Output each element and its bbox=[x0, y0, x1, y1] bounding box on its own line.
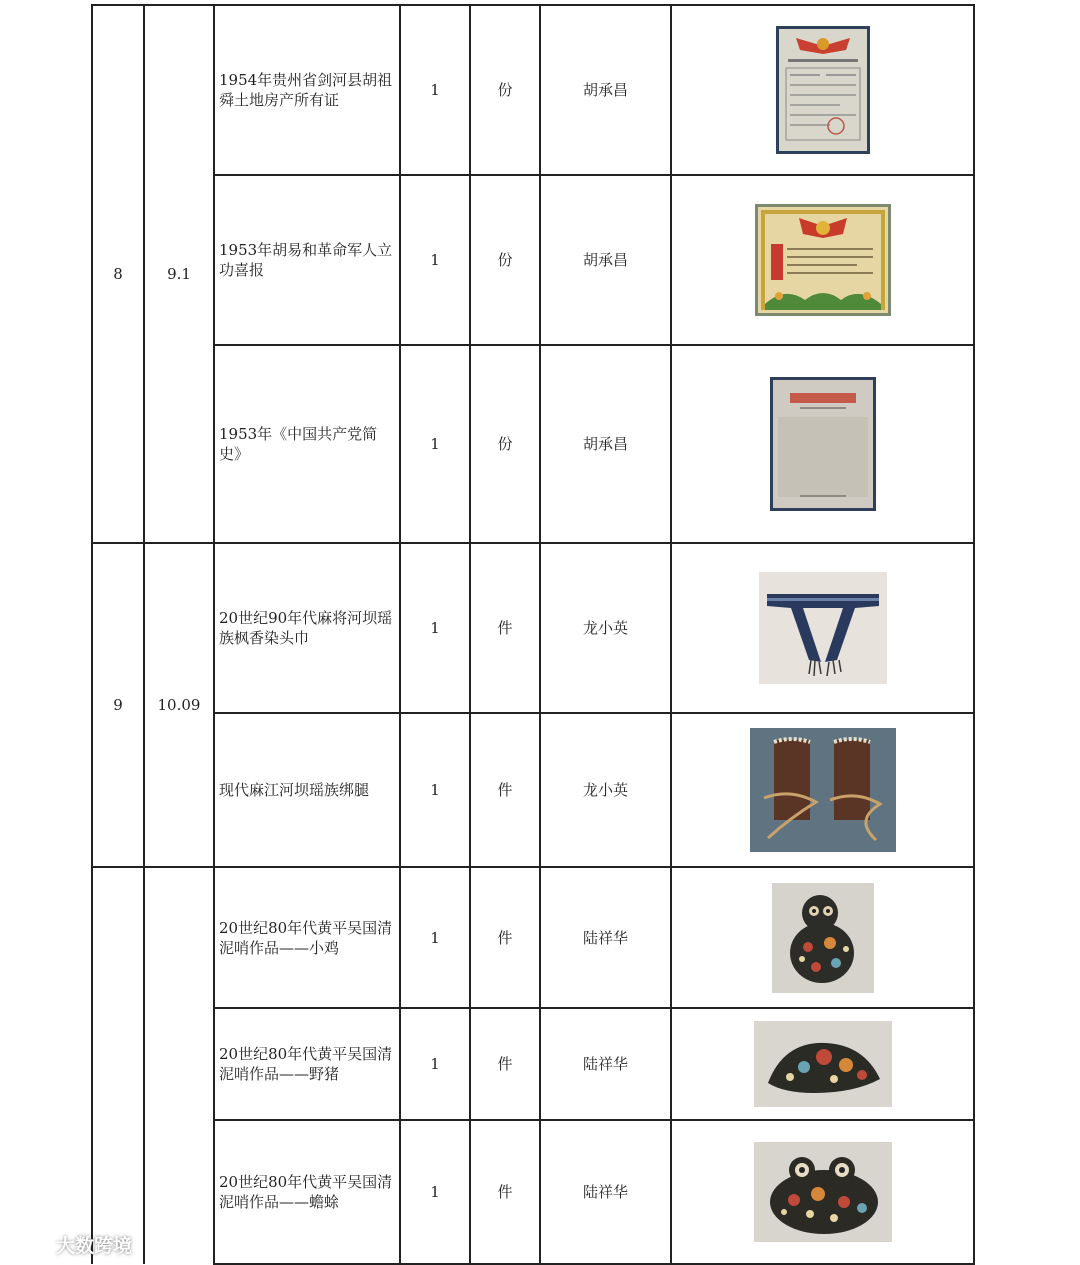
table-row bbox=[92, 713, 974, 867]
item-donor: 胡承昌 bbox=[540, 5, 671, 175]
item-name: 20世纪90年代麻将河坝瑶族枫香染头巾 bbox=[214, 543, 400, 713]
item-unit: 件 bbox=[470, 1008, 540, 1120]
table-row bbox=[92, 543, 974, 713]
group-number: 8 bbox=[92, 5, 144, 543]
merit-notice-photo bbox=[755, 204, 891, 316]
item-donor: 龙小英 bbox=[540, 713, 671, 867]
watermark bbox=[10, 1231, 132, 1258]
item-quantity: 1 bbox=[400, 175, 470, 345]
watermark-text: 大数跨境 bbox=[56, 1235, 133, 1257]
headscarf-photo bbox=[759, 572, 887, 684]
item-quantity: 1 bbox=[400, 713, 470, 867]
item-donor: 陆祥华 bbox=[540, 867, 671, 1008]
item-donor: 陆祥华 bbox=[540, 1120, 671, 1264]
donation-table bbox=[91, 4, 975, 1265]
item-unit: 件 bbox=[470, 1120, 540, 1264]
item-unit: 件 bbox=[470, 543, 540, 713]
item-name: 1953年《中国共产党简史》 bbox=[214, 345, 400, 543]
item-donor: 陆祥华 bbox=[540, 1008, 671, 1120]
watermark-logo-icon bbox=[10, 1234, 50, 1256]
group-code: 9.1 bbox=[144, 5, 214, 543]
item-name: 20世纪80年代黄平吴国清泥哨作品——蟾蜍 bbox=[214, 1120, 400, 1264]
group-number: 9 bbox=[92, 543, 144, 867]
item-donor: 胡承昌 bbox=[540, 175, 671, 345]
item-quantity: 1 bbox=[400, 1008, 470, 1120]
item-name: 20世纪80年代黄平吴国清泥哨作品——野猪 bbox=[214, 1008, 400, 1120]
land-certificate-photo bbox=[776, 26, 870, 154]
item-donor: 胡承昌 bbox=[540, 345, 671, 543]
party-history-book-photo bbox=[770, 377, 876, 511]
item-name: 20世纪80年代黄平吴国清泥哨作品——小鸡 bbox=[214, 867, 400, 1008]
item-name: 1954年贵州省剑河县胡祖舜土地房产所有证 bbox=[214, 5, 400, 175]
item-unit: 件 bbox=[470, 867, 540, 1008]
group-number bbox=[92, 867, 144, 1264]
clay-whistle-toad-photo bbox=[754, 1142, 892, 1242]
leg-wraps-photo bbox=[750, 728, 896, 852]
item-quantity: 1 bbox=[400, 543, 470, 713]
clay-whistle-boar-photo bbox=[754, 1021, 892, 1107]
table-row bbox=[92, 1008, 974, 1120]
table-row bbox=[92, 867, 974, 1008]
table-row bbox=[92, 345, 974, 543]
clay-whistle-chick-photo bbox=[772, 883, 874, 993]
item-unit: 份 bbox=[470, 5, 540, 175]
item-name: 现代麻江河坝瑶族绑腿 bbox=[214, 713, 400, 867]
table-row bbox=[92, 5, 974, 175]
group-code bbox=[144, 867, 214, 1264]
table-row bbox=[92, 175, 974, 345]
item-quantity: 1 bbox=[400, 1120, 470, 1264]
item-unit: 件 bbox=[470, 713, 540, 867]
item-name: 1953年胡易和革命军人立功喜报 bbox=[214, 175, 400, 345]
item-quantity: 1 bbox=[400, 867, 470, 1008]
item-donor: 龙小英 bbox=[540, 543, 671, 713]
item-quantity: 1 bbox=[400, 345, 470, 543]
item-unit: 份 bbox=[470, 345, 540, 543]
table-row bbox=[92, 1120, 974, 1264]
item-quantity: 1 bbox=[400, 5, 470, 175]
item-unit: 份 bbox=[470, 175, 540, 345]
group-code: 10.09 bbox=[144, 543, 214, 867]
